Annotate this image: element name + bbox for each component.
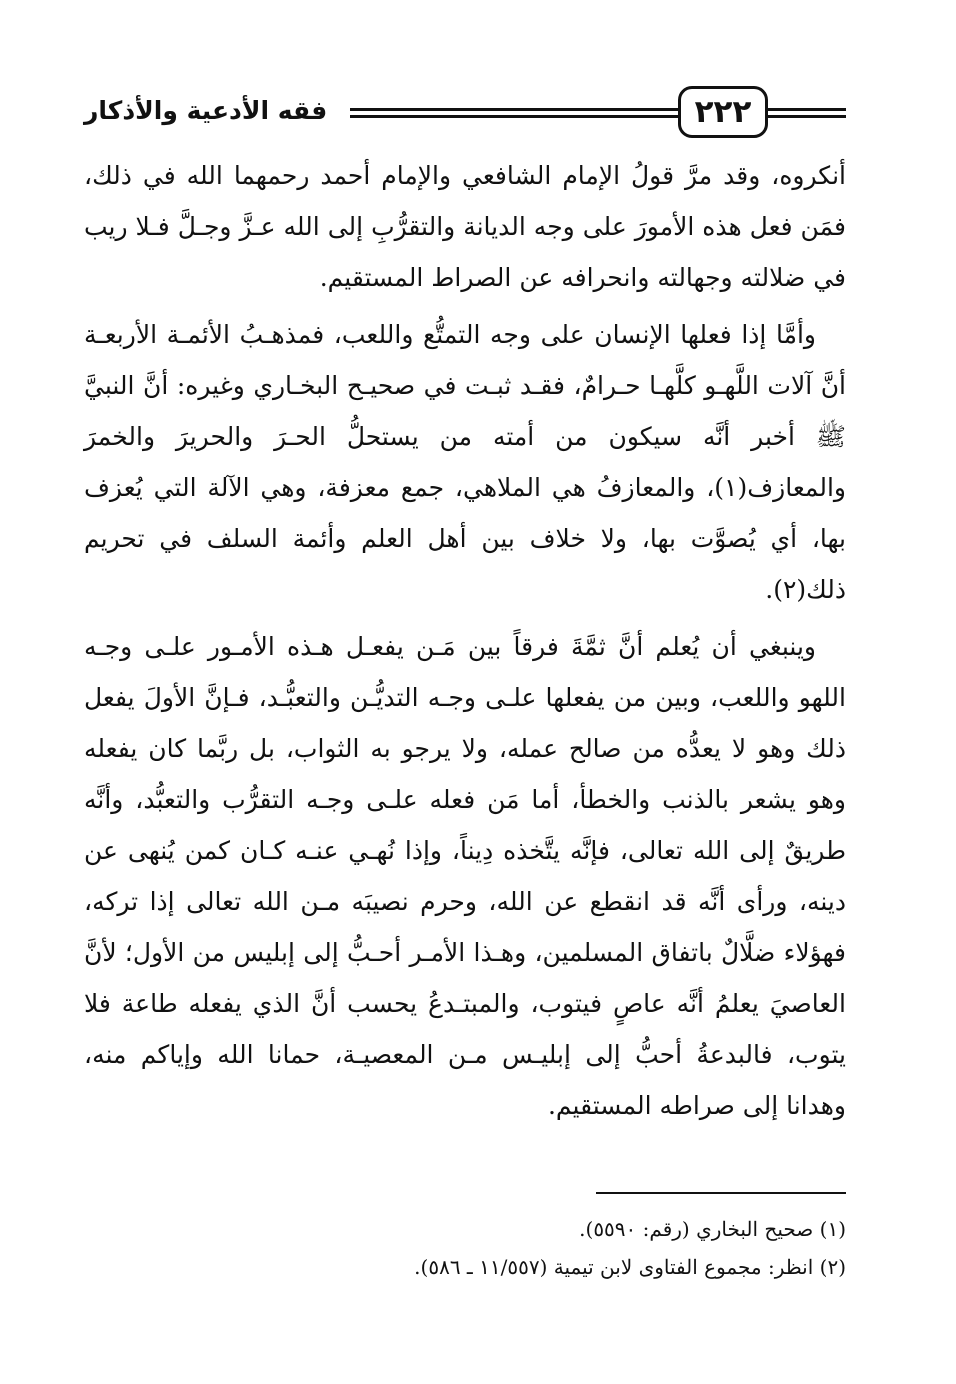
header-rule-right (764, 108, 846, 118)
paragraph-1: أنكروه، وقد مرَّ قولُ الإمام الشافعي والإمام أحمد رحمهما الله في ذلك، فمَن فعل هذه الأمورَ على وجه الديانة والتقرُّبِ إلى الله عـزَّ وجـلَّ فـلا ريب في ضلالته وجهالته وانحرافه عن الصراط المستقيم. (84, 161, 846, 292)
page-number: ٢٢٢ (678, 86, 768, 138)
paragraph-3: وينبغي أن يُعلم أنَّ ثمَّةَ فرقاً بين مَـن يفعـل هـذه الأمـور علـى وجـه اللهو واللعب، وبين من يفعلها علـى وجـه التديُّـن والتعبُّـد، فـإنَّ الأولَ يفعل ذلك وهو لا يعدُّه من صالح عمله، ولا يرجو به الثواب، بل ربَّما كان يفعله وهو يشعر بالذنب والخطأ، أما مَن فعله علـى وجـه التقرُّب والتعبُّد، وأنَّه طريقٌ إلى الله تعالى، فإنَّه يتَّخذه دِيناً، وإذا نُهـي عنـه كـان كمن يُنهى عن دينه، ورأى أنَّه قد انقطع عن الله، وحرم نصيبَه مـن الله تعالى إذا تركه، فهؤلاء ضلَّالٌ باتفاق المسلمين، وهـذا الأمـر أحـبُّ إلى إبليس من الأول؛ لأنَّ العاصيَ يعلمُ أنَّه عاصٍ فيتوب، والمبتـدعُ يحسب أنَّ الذي يفعله طاعة فلا يتوب، فالبدعةُ أحبُّ إلى إبليـس مـن المعصيـة، حمانا الله وإياكم منه، وهدانا إلى صراطه المستقيم. (84, 632, 847, 1120)
body-text (84, 150, 846, 1137)
book-title: فقه الأدعية والأذكار (84, 96, 328, 125)
header-rule-left (350, 108, 680, 118)
page-header (84, 86, 846, 146)
footnote-separator (596, 1192, 846, 1194)
footnote-1: (١) صحيح البخاري (رقم: ٥٥٩٠). (579, 1217, 846, 1241)
footnote-2: (٢) انظر: مجموع الفتاوى لابن تيمية (١١/٥٥٧ ـ ٥٨٦). (414, 1255, 846, 1279)
footnotes (84, 1210, 846, 1286)
paragraph-2: وأمَّا إذا فعلها الإنسان على وجه التمتُّع واللعب، فمذهـبُ الأئمـة الأربعـة أنَّ آلات اللَّهـو كلَّهـا حـرامٌ، فقـد ثبـت في صحيـح البخـاري وغيره: أنَّ النبيَّ ﷺ أخبر أنَّه سيكون من أمته من يستحلُّ الحـرَ والحريرَ والخمرَ والمعازف(١)، والمعازفُ هي الملاهي، جمع معزفة، وهي الآلة التي يُعزف بها، أي يُصوَّت بها، ولا خلاف بين أهل العلم وأئمة السلف في تحريم ذلك(٢). (84, 320, 846, 604)
